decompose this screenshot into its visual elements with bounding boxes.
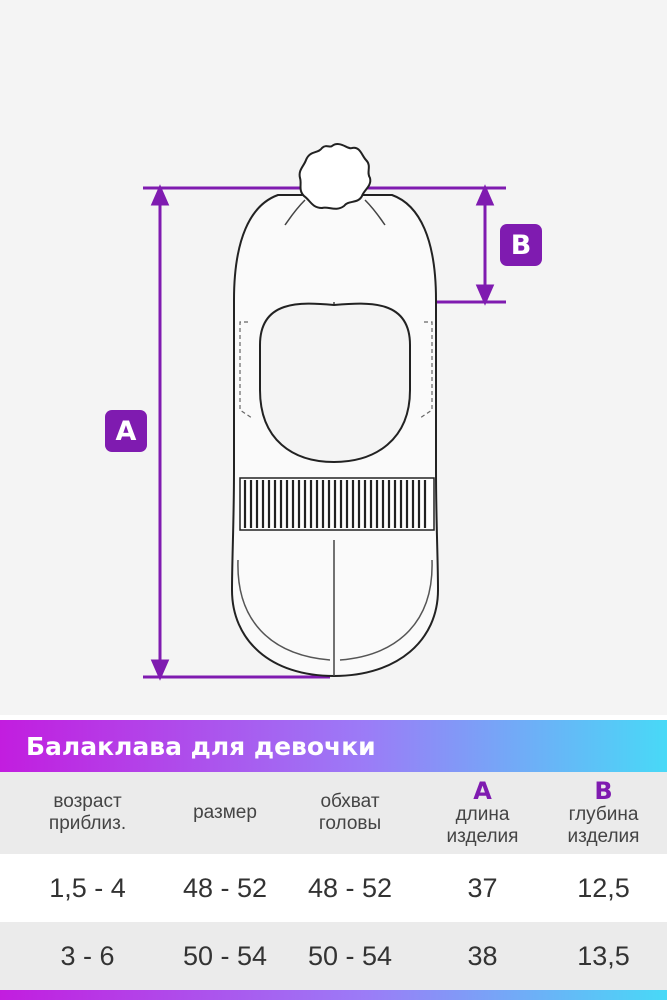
- cell-size: 50 - 54: [182, 940, 268, 971]
- header-b-letter: B: [594, 777, 613, 805]
- dimension-a-badge: A: [105, 410, 147, 452]
- cell-size: 48 - 52: [182, 872, 268, 903]
- table-header-row: [0, 772, 667, 854]
- header-age: возраст приблиз.: [48, 791, 127, 834]
- header-a-text: длина изделия: [446, 804, 519, 847]
- table-title: Балаклава для девочки: [0, 720, 667, 772]
- cell-age: 3 - 6: [60, 940, 115, 971]
- header-a: [425, 772, 540, 854]
- table-row: [0, 854, 667, 922]
- cell-a: 38: [467, 940, 498, 971]
- header-head-girth: обхват головы: [318, 791, 382, 834]
- dimension-b-badge: B: [500, 224, 542, 266]
- pompom-icon: [300, 144, 371, 209]
- cell-girth: 48 - 52: [307, 872, 393, 903]
- header-b-text: глубина изделия: [567, 804, 640, 847]
- size-table: [0, 772, 667, 990]
- cell-age: 1,5 - 4: [49, 872, 126, 903]
- header-a-letter: A: [473, 777, 492, 805]
- cell-b: 12,5: [577, 872, 630, 903]
- cell-girth: 50 - 54: [307, 940, 393, 971]
- header-size: размер: [193, 802, 257, 823]
- table-row: [0, 922, 667, 990]
- cell-b: 13,5: [577, 940, 630, 971]
- header-b: [540, 772, 667, 854]
- bottom-gradient-bar: [0, 990, 667, 1000]
- cell-a: 37: [467, 872, 498, 903]
